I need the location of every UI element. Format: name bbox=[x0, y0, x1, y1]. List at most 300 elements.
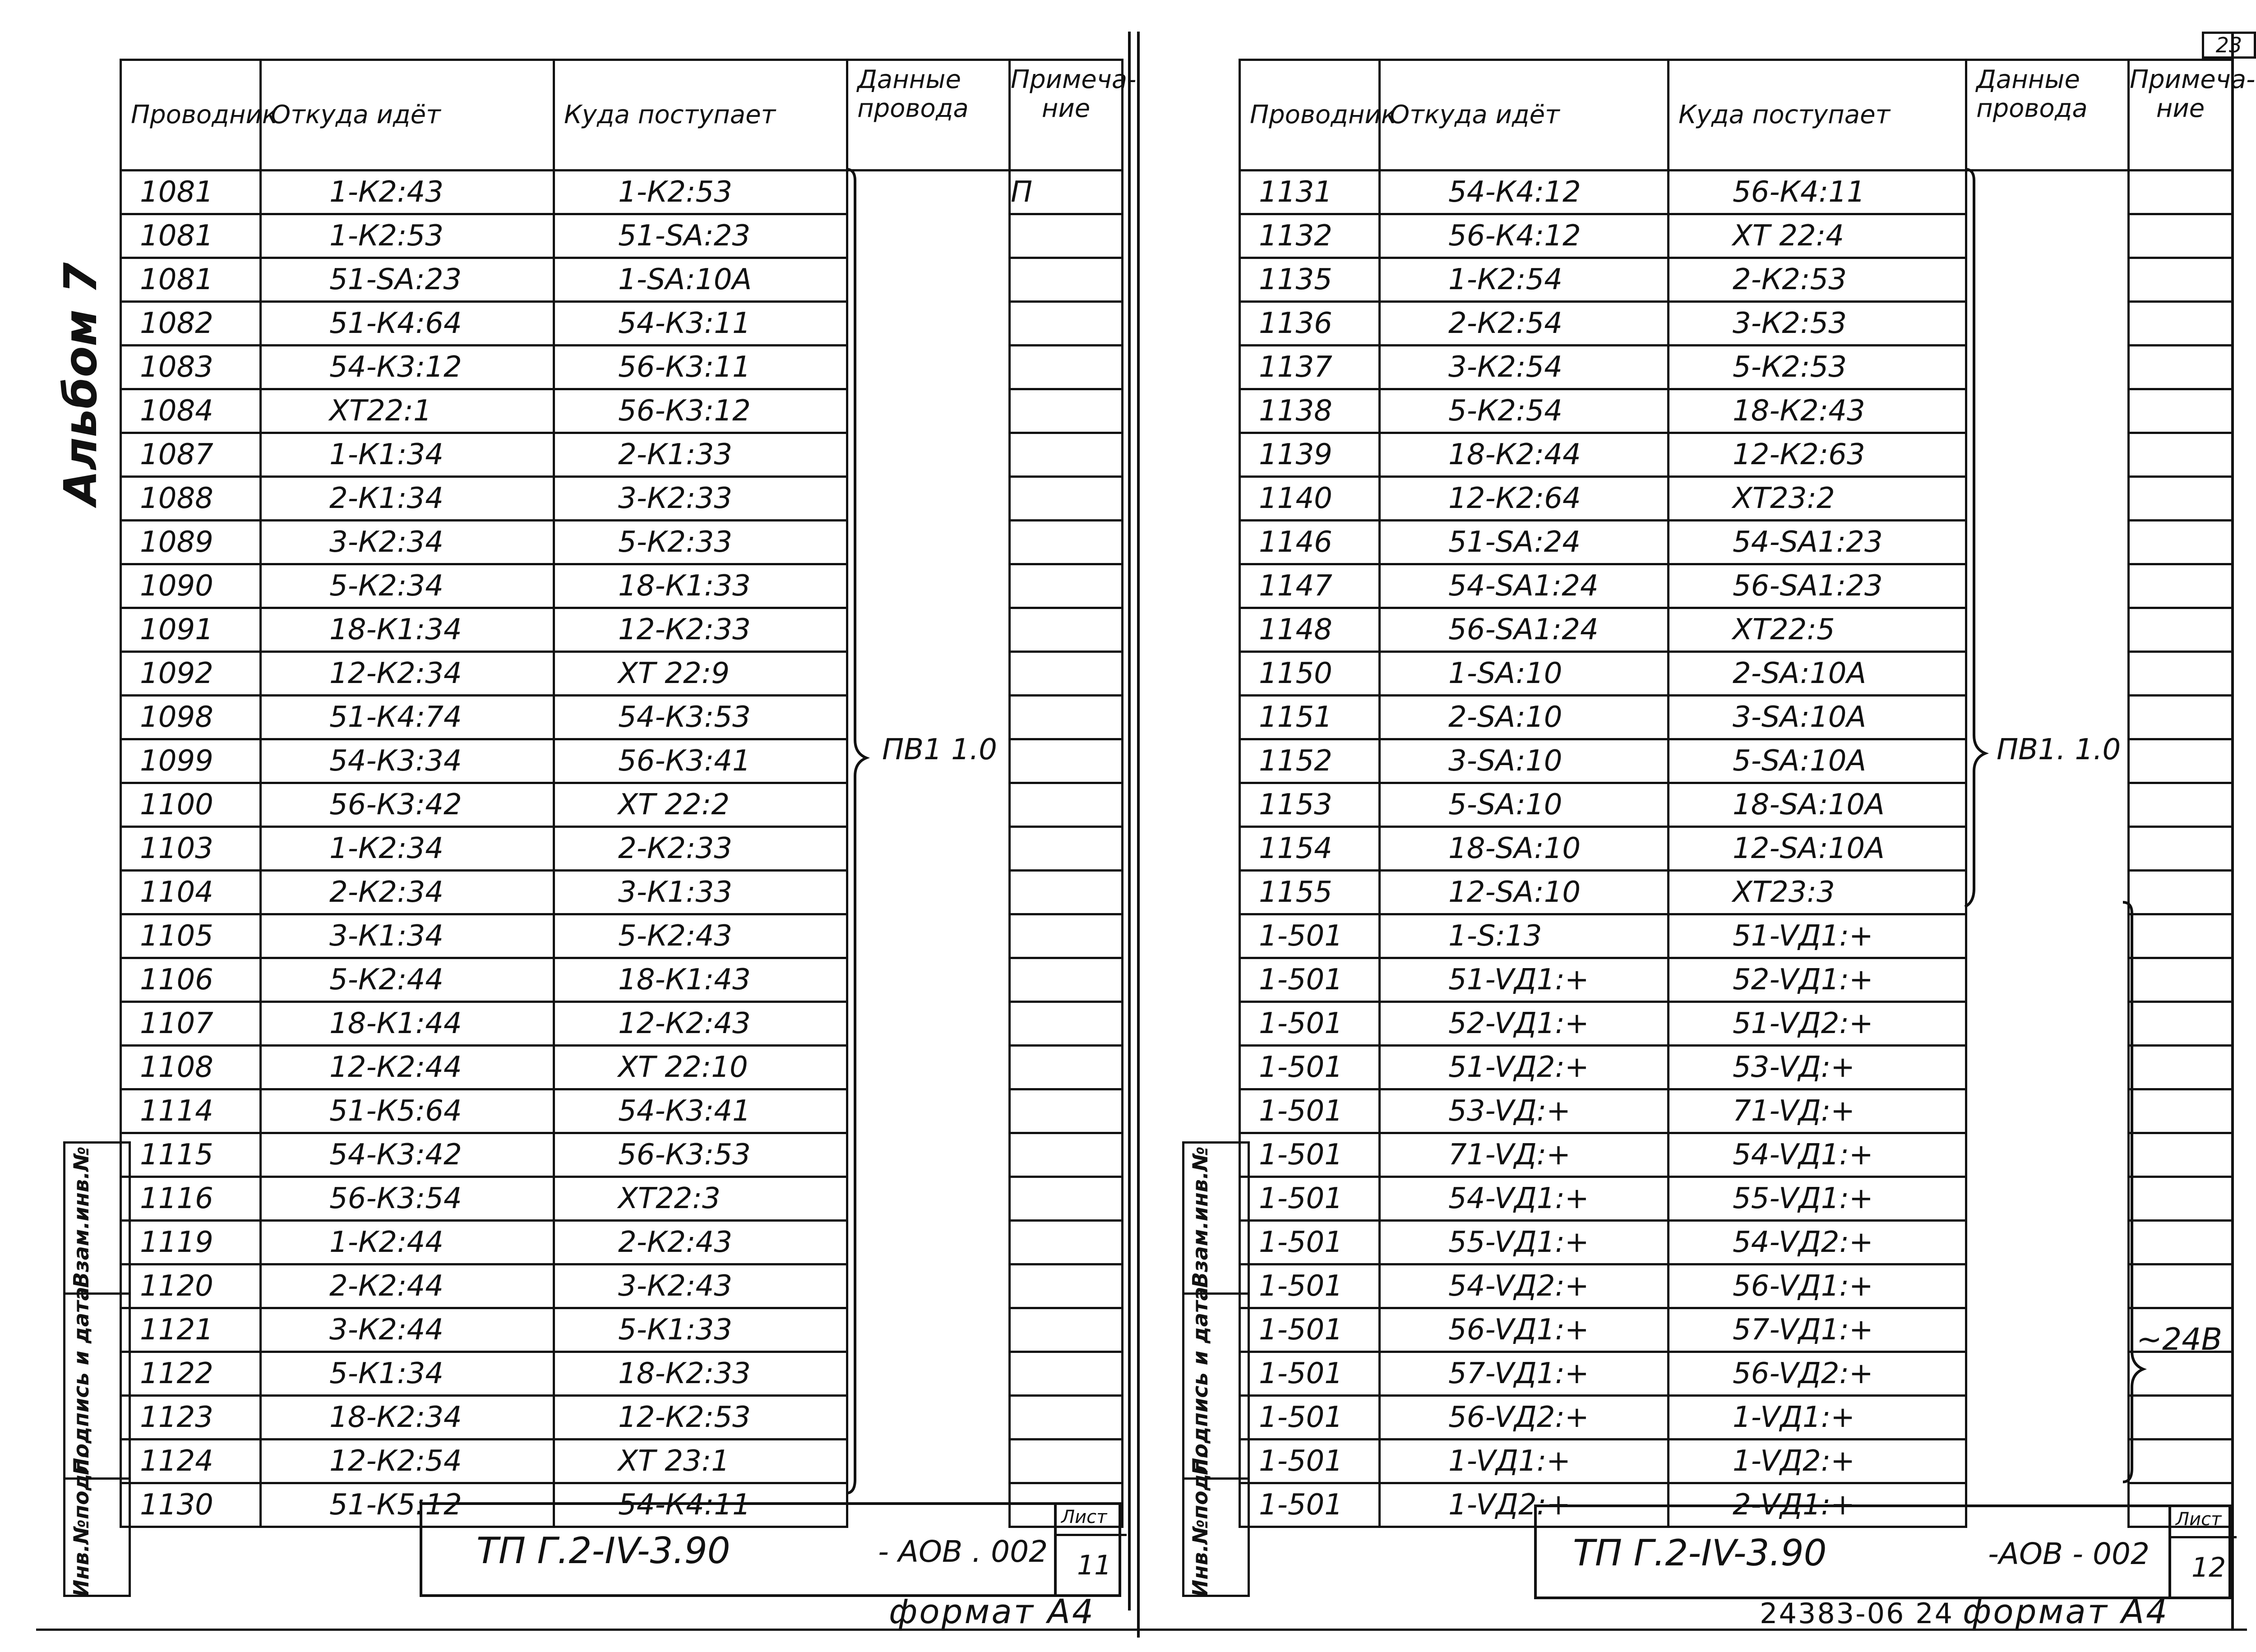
data-cell bbox=[847, 914, 1010, 958]
from-cell: 12-SA:10 bbox=[1380, 871, 1669, 914]
from-cell: 18-К2:34 bbox=[261, 1396, 554, 1440]
table-row bbox=[1240, 302, 2233, 346]
note-cell bbox=[2129, 783, 2233, 827]
note-cell bbox=[1010, 389, 1123, 433]
data-cell bbox=[847, 1396, 1010, 1440]
from-cell: 56-VД2:+ bbox=[1380, 1396, 1669, 1440]
from-cell: 1-К2:34 bbox=[261, 827, 554, 871]
table-row bbox=[1240, 346, 2233, 389]
to-cell: 1-К2:53 bbox=[554, 171, 847, 214]
note-cell bbox=[2129, 389, 2233, 433]
wire-cell: 1132 bbox=[1240, 214, 1380, 258]
to-cell: 54-К3:53 bbox=[554, 696, 847, 739]
wire-cell: 1136 bbox=[1240, 302, 1380, 346]
wire-cell: 1116 bbox=[121, 1177, 261, 1221]
wire-cell: 1-501 bbox=[1240, 1440, 1380, 1483]
archive-number: 24383-06 24 bbox=[1760, 1597, 1954, 1630]
to-cell: 56-К3:53 bbox=[554, 1133, 847, 1177]
table-row bbox=[1240, 564, 2233, 608]
from-cell: 1-К2:44 bbox=[261, 1221, 554, 1264]
wire-cell: 1-501 bbox=[1240, 1221, 1380, 1264]
header-wire: Проводник bbox=[121, 60, 261, 171]
data-cell bbox=[847, 346, 1010, 389]
to-cell: 18-К1:43 bbox=[554, 958, 847, 1002]
note-cell bbox=[2129, 258, 2233, 302]
from-cell: 71-VД:+ bbox=[1380, 1133, 1669, 1177]
data-cell bbox=[1966, 214, 2129, 258]
to-cell: 5-К1:33 bbox=[554, 1308, 847, 1352]
table-row bbox=[1240, 433, 2233, 477]
to-cell: 12-SA:10A bbox=[1669, 827, 1966, 871]
wire-cell: 1-501 bbox=[1240, 1352, 1380, 1396]
note-cell bbox=[1010, 1177, 1123, 1221]
stamp-vzam-inv: Взам.инв.№ bbox=[1188, 1146, 1212, 1288]
data-cell bbox=[1966, 1002, 2129, 1046]
wire-cell: 1-501 bbox=[1240, 958, 1380, 1002]
wire-cell: 1140 bbox=[1240, 477, 1380, 521]
note-cell bbox=[1010, 1046, 1123, 1089]
data-cell bbox=[1966, 696, 2129, 739]
data-cell bbox=[1966, 1221, 2129, 1264]
to-cell: 1-SA:10A bbox=[554, 258, 847, 302]
from-cell: 5-К2:44 bbox=[261, 958, 554, 1002]
to-cell: 5-К2:43 bbox=[554, 914, 847, 958]
to-cell: 2-К2:53 bbox=[1669, 258, 1966, 302]
wire-cell: 1098 bbox=[121, 696, 261, 739]
table-row bbox=[1240, 1440, 2233, 1483]
from-cell: 18-SA:10 bbox=[1380, 827, 1669, 871]
table-row bbox=[121, 1089, 1123, 1133]
to-cell: 51-SA:23 bbox=[554, 214, 847, 258]
data-cell bbox=[847, 389, 1010, 433]
left-doc-code: ТП Г.2-IV-3.90 bbox=[476, 1530, 730, 1572]
table-row bbox=[1240, 1352, 2233, 1396]
note-cell bbox=[1010, 1352, 1123, 1396]
table-row bbox=[1240, 783, 2233, 827]
data-cell bbox=[847, 433, 1010, 477]
left-doc-suffix: - АОВ . 002 bbox=[878, 1534, 1048, 1569]
table-row bbox=[1240, 608, 2233, 652]
note-cell bbox=[2129, 739, 2233, 783]
wire-cell: 1104 bbox=[121, 871, 261, 914]
from-cell: 18-К2:44 bbox=[1380, 433, 1669, 477]
wire-cell: 1-501 bbox=[1240, 1308, 1380, 1352]
note-cell bbox=[2129, 346, 2233, 389]
wire-cell: 1130 bbox=[121, 1483, 261, 1527]
wire-cell: 1-501 bbox=[1240, 1046, 1380, 1089]
table-row bbox=[121, 608, 1123, 652]
note-cell bbox=[2129, 521, 2233, 564]
data-cell bbox=[1966, 871, 2129, 914]
table-row bbox=[121, 783, 1123, 827]
to-cell: 3-К2:43 bbox=[554, 1264, 847, 1308]
wire-cell: 1123 bbox=[121, 1396, 261, 1440]
wire-cell: 1088 bbox=[121, 477, 261, 521]
to-cell: 18-К1:33 bbox=[554, 564, 847, 608]
left-title-block bbox=[420, 1502, 1121, 1597]
left-sheet-label: Лист bbox=[1061, 1507, 1107, 1527]
stamp-sign-date: Подпись и дата bbox=[1184, 1292, 1248, 1477]
wire-cell: 1083 bbox=[121, 346, 261, 389]
data-cell bbox=[1966, 521, 2129, 564]
right-note-brace bbox=[2121, 900, 2148, 1486]
to-cell: 57-VД1:+ bbox=[1669, 1308, 1966, 1352]
note-cell bbox=[1010, 914, 1123, 958]
from-cell: 2-SA:10 bbox=[1380, 696, 1669, 739]
table-row bbox=[1240, 1396, 2233, 1440]
from-cell: 54-VД1:+ bbox=[1380, 1177, 1669, 1221]
table-row bbox=[121, 1046, 1123, 1089]
to-cell: ХТ 23:1 bbox=[554, 1440, 847, 1483]
table-row bbox=[1240, 258, 2233, 302]
wire-cell: 1121 bbox=[121, 1308, 261, 1352]
from-cell: 1-S:13 bbox=[1380, 914, 1669, 958]
from-cell: 51-SA:23 bbox=[261, 258, 554, 302]
table-row bbox=[1240, 652, 2233, 696]
data-cell bbox=[847, 827, 1010, 871]
from-cell: 57-VД1:+ bbox=[1380, 1352, 1669, 1396]
wire-cell: 1146 bbox=[1240, 521, 1380, 564]
table-row bbox=[1240, 1046, 2233, 1089]
wire-cell: 1122 bbox=[121, 1352, 261, 1396]
to-cell: 52-VД1:+ bbox=[1669, 958, 1966, 1002]
data-cell bbox=[847, 214, 1010, 258]
wire-cell: 1081 bbox=[121, 171, 261, 214]
from-cell: 2-К2:44 bbox=[261, 1264, 554, 1308]
wire-cell: 1-501 bbox=[1240, 1264, 1380, 1308]
to-cell: 56-К4:11 bbox=[1669, 171, 1966, 214]
from-cell: 1-К2:53 bbox=[261, 214, 554, 258]
wire-cell: 1155 bbox=[1240, 871, 1380, 914]
data-cell bbox=[1966, 1133, 2129, 1177]
wire-cell: 1147 bbox=[1240, 564, 1380, 608]
data-cell bbox=[847, 521, 1010, 564]
wire-cell: 1119 bbox=[121, 1221, 261, 1264]
from-cell: 54-SA1:24 bbox=[1380, 564, 1669, 608]
stamp-sign-date: Подпись и дата bbox=[65, 1292, 129, 1477]
to-cell: 54-VД2:+ bbox=[1669, 1221, 1966, 1264]
table-header-row bbox=[1240, 60, 2233, 171]
from-cell: 5-SA:10 bbox=[1380, 783, 1669, 827]
table-row bbox=[121, 1308, 1123, 1352]
right-wire-data: ПВ1. 1.0 bbox=[1997, 733, 2121, 766]
from-cell: 56-SA1:24 bbox=[1380, 608, 1669, 652]
to-cell: 5-SA:10A bbox=[1669, 739, 1966, 783]
data-cell bbox=[847, 302, 1010, 346]
table-row bbox=[121, 389, 1123, 433]
wire-cell: 1151 bbox=[1240, 696, 1380, 739]
note-cell bbox=[1010, 827, 1123, 871]
wire-cell: 1-501 bbox=[1240, 1089, 1380, 1133]
wire-cell: 1-501 bbox=[1240, 1396, 1380, 1440]
note-cell bbox=[1010, 433, 1123, 477]
data-cell bbox=[847, 477, 1010, 521]
from-cell: 55-VД1:+ bbox=[1380, 1221, 1669, 1264]
to-cell: 56-SA1:23 bbox=[1669, 564, 1966, 608]
wire-cell: 1114 bbox=[121, 1089, 261, 1133]
note-cell bbox=[2129, 433, 2233, 477]
from-cell: 54-VД2:+ bbox=[1380, 1264, 1669, 1308]
note-cell bbox=[1010, 1440, 1123, 1483]
data-cell bbox=[1966, 1089, 2129, 1133]
to-cell: 56-К3:12 bbox=[554, 389, 847, 433]
table-row bbox=[121, 521, 1123, 564]
to-cell: 5-К2:53 bbox=[1669, 346, 1966, 389]
table-row bbox=[1240, 214, 2233, 258]
table-row bbox=[121, 1264, 1123, 1308]
table-row bbox=[1240, 521, 2233, 564]
header-to: Куда поступает bbox=[1669, 60, 1966, 171]
wire-cell: 1115 bbox=[121, 1133, 261, 1177]
note-cell bbox=[2129, 214, 2233, 258]
data-cell bbox=[847, 696, 1010, 739]
from-cell: 1-SA:10 bbox=[1380, 652, 1669, 696]
data-cell bbox=[847, 652, 1010, 696]
to-cell: 5-К2:33 bbox=[554, 521, 847, 564]
to-cell: 18-К2:33 bbox=[554, 1352, 847, 1396]
stamp-inv-podl: Инв.№подл. bbox=[65, 1477, 129, 1599]
data-cell bbox=[1966, 1440, 2129, 1483]
note-cell bbox=[2129, 608, 2233, 652]
table-row bbox=[1240, 1177, 2233, 1221]
table-row bbox=[121, 302, 1123, 346]
from-cell: 2-К1:34 bbox=[261, 477, 554, 521]
right-doc-suffix: -АОВ - 002 bbox=[1988, 1537, 2150, 1571]
table-header-row bbox=[121, 60, 1123, 171]
from-cell: 54-К3:34 bbox=[261, 739, 554, 783]
data-cell bbox=[1966, 1396, 2129, 1440]
note-cell bbox=[1010, 1264, 1123, 1308]
note-cell bbox=[2129, 477, 2233, 521]
table-row bbox=[1240, 958, 2233, 1002]
from-cell: 51-VД2:+ bbox=[1380, 1046, 1669, 1089]
from-cell: ХТ22:1 bbox=[261, 389, 554, 433]
to-cell: 51-VД2:+ bbox=[1669, 1002, 1966, 1046]
to-cell: 51-VД1:+ bbox=[1669, 914, 1966, 958]
data-cell bbox=[847, 783, 1010, 827]
to-cell: 3-К2:33 bbox=[554, 477, 847, 521]
left-wire-data: ПВ1 1.0 bbox=[882, 733, 997, 766]
from-cell: 18-К1:34 bbox=[261, 608, 554, 652]
note-cell bbox=[1010, 1308, 1123, 1352]
table-row bbox=[121, 346, 1123, 389]
to-cell: 71-VД:+ bbox=[1669, 1089, 1966, 1133]
to-cell: ХТ23:3 bbox=[1669, 871, 1966, 914]
to-cell: 54-SA1:23 bbox=[1669, 521, 1966, 564]
data-cell bbox=[847, 1133, 1010, 1177]
from-cell: 51-К5:12 bbox=[261, 1483, 554, 1527]
note-cell bbox=[1010, 1221, 1123, 1264]
from-cell: 54-К4:12 bbox=[1380, 171, 1669, 214]
note-cell bbox=[2129, 652, 2233, 696]
wire-cell: 1081 bbox=[121, 258, 261, 302]
header-data: Данные провода bbox=[847, 60, 1010, 171]
data-cell bbox=[1966, 914, 2129, 958]
data-cell bbox=[1966, 958, 2129, 1002]
from-cell: 51-SA:24 bbox=[1380, 521, 1669, 564]
left-stamp-column bbox=[63, 1141, 131, 1597]
table-row bbox=[1240, 914, 2233, 958]
data-cell bbox=[847, 564, 1010, 608]
to-cell: 2-К1:33 bbox=[554, 433, 847, 477]
data-cell bbox=[1966, 1352, 2129, 1396]
sheet-number-box: 23 bbox=[2202, 32, 2256, 59]
from-cell: 3-SA:10 bbox=[1380, 739, 1669, 783]
from-cell: 18-К1:44 bbox=[261, 1002, 554, 1046]
wire-cell: 1120 bbox=[121, 1264, 261, 1308]
wire-cell: 1137 bbox=[1240, 346, 1380, 389]
from-cell: 12-К2:44 bbox=[261, 1046, 554, 1089]
data-cell bbox=[847, 1221, 1010, 1264]
wire-cell: 1091 bbox=[121, 608, 261, 652]
from-cell: 51-К4:74 bbox=[261, 696, 554, 739]
wire-cell: 1-501 bbox=[1240, 1483, 1380, 1527]
table-row bbox=[1240, 871, 2233, 914]
wire-cell: 1-501 bbox=[1240, 914, 1380, 958]
to-cell: ХТ23:2 bbox=[1669, 477, 1966, 521]
note-cell bbox=[1010, 696, 1123, 739]
to-cell: 12-К2:43 bbox=[554, 1002, 847, 1046]
data-cell bbox=[847, 1264, 1010, 1308]
note-cell bbox=[2129, 302, 2233, 346]
page-divider bbox=[1137, 32, 1140, 1638]
table-row bbox=[121, 1352, 1123, 1396]
to-cell: 12-К2:63 bbox=[1669, 433, 1966, 477]
data-cell bbox=[847, 171, 1010, 214]
from-cell: 1-К2:54 bbox=[1380, 258, 1669, 302]
table-row bbox=[1240, 1264, 2233, 1308]
data-cell bbox=[847, 1002, 1010, 1046]
from-cell: 54-К3:42 bbox=[261, 1133, 554, 1177]
from-cell: 53-VД:+ bbox=[1380, 1089, 1669, 1133]
to-cell: 55-VД1:+ bbox=[1669, 1177, 1966, 1221]
table-row bbox=[121, 214, 1123, 258]
to-cell: 56-К3:11 bbox=[554, 346, 847, 389]
from-cell: 5-К1:34 bbox=[261, 1352, 554, 1396]
right-title-block bbox=[1534, 1504, 2231, 1599]
from-cell: 56-К3:42 bbox=[261, 783, 554, 827]
table-row bbox=[1240, 1308, 2233, 1352]
data-cell bbox=[1966, 433, 2129, 477]
data-cell bbox=[1966, 389, 2129, 433]
wire-cell: 1-501 bbox=[1240, 1002, 1380, 1046]
wire-cell: 1148 bbox=[1240, 608, 1380, 652]
to-cell: ХТ22:5 bbox=[1669, 608, 1966, 652]
table-row bbox=[121, 914, 1123, 958]
header-from: Откуда идёт bbox=[261, 60, 554, 171]
to-cell: 56-VД1:+ bbox=[1669, 1264, 1966, 1308]
wire-cell: 1153 bbox=[1240, 783, 1380, 827]
table-row bbox=[1240, 1002, 2233, 1046]
data-cell bbox=[847, 1089, 1010, 1133]
note-cell bbox=[1010, 214, 1123, 258]
data-cell bbox=[1966, 827, 2129, 871]
data-cell bbox=[1966, 652, 2129, 696]
wire-cell: 1105 bbox=[121, 914, 261, 958]
header-note: Примеча- ние bbox=[2129, 60, 2233, 171]
note-cell bbox=[1010, 783, 1123, 827]
left-brace bbox=[844, 167, 871, 1498]
to-cell: 1-VД1:+ bbox=[1669, 1396, 1966, 1440]
table-row bbox=[121, 1177, 1123, 1221]
right-sheet-label: Лист bbox=[2176, 1509, 2222, 1530]
table-row bbox=[1240, 389, 2233, 433]
data-cell bbox=[1966, 477, 2129, 521]
note-cell bbox=[2129, 827, 2233, 871]
note-cell bbox=[1010, 652, 1123, 696]
from-cell: 12-К2:64 bbox=[1380, 477, 1669, 521]
to-cell: 3-К1:33 bbox=[554, 871, 847, 914]
data-cell bbox=[1966, 258, 2129, 302]
note-cell bbox=[1010, 521, 1123, 564]
from-cell: 1-VД2:+ bbox=[1380, 1483, 1669, 1527]
to-cell: ХТ 22:10 bbox=[554, 1046, 847, 1089]
wire-cell: 1124 bbox=[121, 1440, 261, 1483]
from-cell: 1-К2:43 bbox=[261, 171, 554, 214]
data-cell bbox=[1966, 346, 2129, 389]
to-cell: 56-К3:41 bbox=[554, 739, 847, 783]
from-cell: 12-К2:54 bbox=[261, 1440, 554, 1483]
from-cell: 51-К5:64 bbox=[261, 1089, 554, 1133]
table-row bbox=[121, 171, 1123, 214]
data-cell bbox=[1966, 302, 2129, 346]
header-to: Куда поступает bbox=[554, 60, 847, 171]
from-cell: 12-К2:34 bbox=[261, 652, 554, 696]
table-row bbox=[121, 258, 1123, 302]
note-cell bbox=[1010, 958, 1123, 1002]
from-cell: 3-К2:44 bbox=[261, 1308, 554, 1352]
right-wire-table bbox=[1239, 59, 2256, 1528]
note-cell bbox=[1010, 258, 1123, 302]
to-cell: 2-К2:43 bbox=[554, 1221, 847, 1264]
note-cell bbox=[1010, 1002, 1123, 1046]
wire-cell: 1-501 bbox=[1240, 1133, 1380, 1177]
to-cell: 54-VД1:+ bbox=[1669, 1133, 1966, 1177]
note-cell: П bbox=[1010, 171, 1123, 214]
table-row bbox=[121, 827, 1123, 871]
data-cell bbox=[847, 1177, 1010, 1221]
data-cell bbox=[847, 958, 1010, 1002]
to-cell: 3-К2:53 bbox=[1669, 302, 1966, 346]
right-doc-code: ТП Г.2-IV-3.90 bbox=[1573, 1532, 1827, 1574]
data-cell bbox=[847, 608, 1010, 652]
from-cell: 3-К1:34 bbox=[261, 914, 554, 958]
note-cell bbox=[2129, 171, 2233, 214]
wire-cell: 1084 bbox=[121, 389, 261, 433]
table-row bbox=[1240, 477, 2233, 521]
to-cell: 2-К2:33 bbox=[554, 827, 847, 871]
wire-cell: 1138 bbox=[1240, 389, 1380, 433]
note-cell bbox=[1010, 608, 1123, 652]
data-cell bbox=[1966, 608, 2129, 652]
note-cell bbox=[1010, 564, 1123, 608]
wire-cell: 1081 bbox=[121, 214, 261, 258]
from-cell: 56-К3:54 bbox=[261, 1177, 554, 1221]
table-row bbox=[1240, 827, 2233, 871]
to-cell: 53-VД:+ bbox=[1669, 1046, 1966, 1089]
table-row bbox=[1240, 1089, 2233, 1133]
to-cell: 2-SA:10A bbox=[1669, 652, 1966, 696]
to-cell: 54-К3:11 bbox=[554, 302, 847, 346]
note-cell bbox=[1010, 346, 1123, 389]
from-cell: 1-VД1:+ bbox=[1380, 1440, 1669, 1483]
wire-cell: 1082 bbox=[121, 302, 261, 346]
data-cell bbox=[847, 871, 1010, 914]
table-row bbox=[121, 1440, 1123, 1483]
data-cell bbox=[1966, 1308, 2129, 1352]
left-wire-table bbox=[120, 59, 1137, 1528]
wire-cell: 1087 bbox=[121, 433, 261, 477]
